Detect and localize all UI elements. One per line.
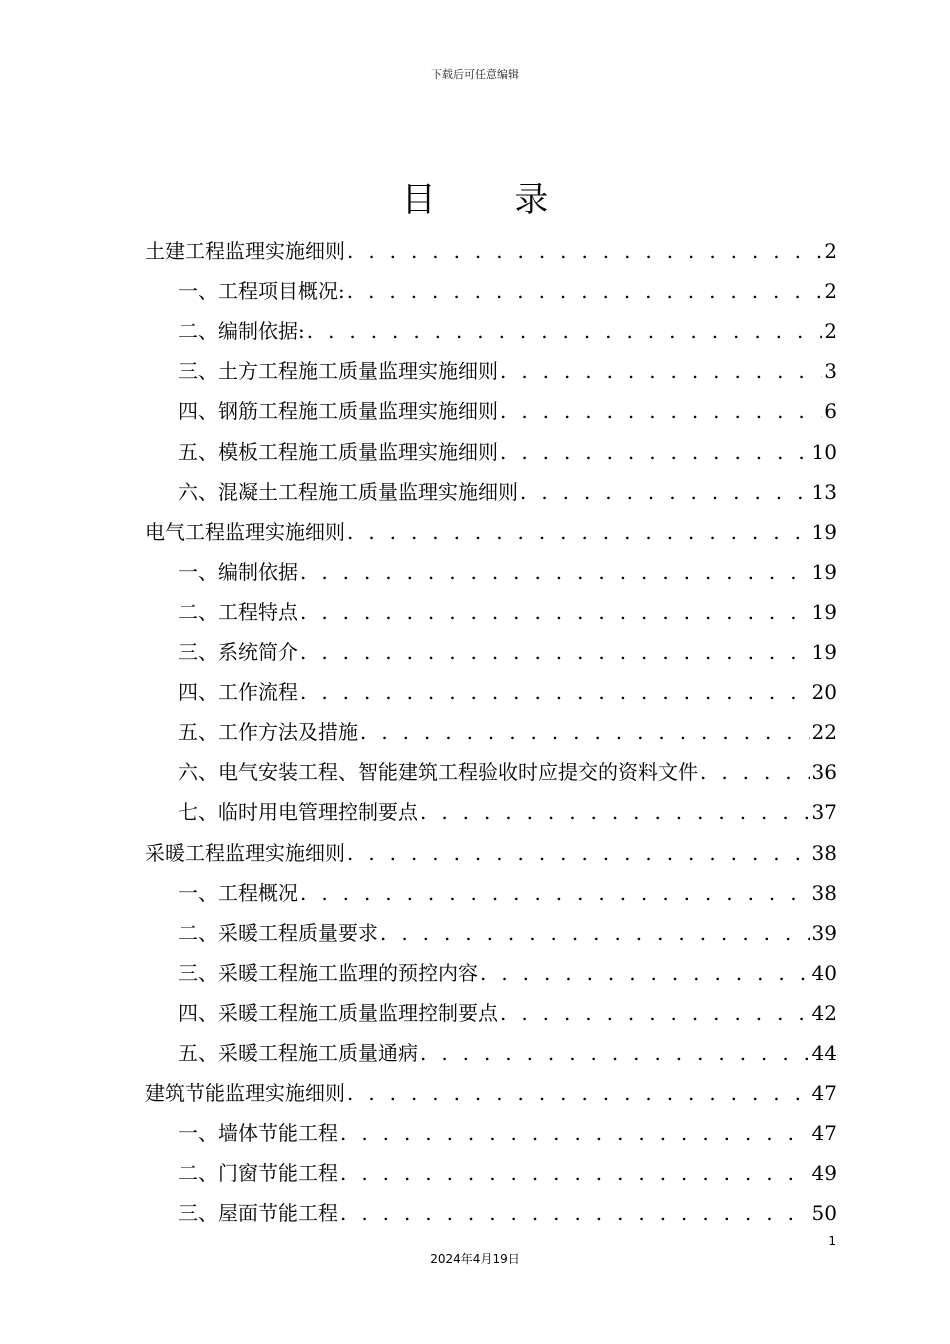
- toc-dot-leader: [347, 276, 823, 306]
- toc-dot-leader: [480, 958, 810, 988]
- toc-entry[interactable]: [178, 396, 837, 426]
- toc-entry-label: 三、土方工程施工质量监理实施细则: [178, 359, 498, 384]
- toc-entry[interactable]: [178, 637, 837, 667]
- toc-dot-leader: [700, 757, 810, 787]
- toc-entry[interactable]: [145, 1078, 837, 1108]
- toc-entry[interactable]: [178, 276, 837, 306]
- toc-entry[interactable]: [178, 677, 837, 707]
- toc-entry-page: 47: [811, 1081, 837, 1106]
- toc-entry-label: 一、墙体节能工程: [178, 1121, 338, 1146]
- page-header: 下载后可任意编辑: [431, 68, 519, 81]
- toc-dot-leader: [340, 1198, 810, 1228]
- toc-entry-label: 土建工程监理实施细则: [145, 239, 345, 263]
- toc-entry-page: 2: [824, 239, 837, 263]
- toc-dot-leader: [380, 918, 810, 948]
- toc-entry-page: 50: [811, 1201, 837, 1226]
- toc-entry-page: 47: [811, 1121, 837, 1146]
- toc-entry-page: 44: [811, 1041, 837, 1065]
- toc-entry-label: 五、工作方法及措施: [178, 720, 358, 745]
- toc-entry[interactable]: [178, 477, 837, 507]
- toc-entry-label: 七、临时用电管理控制要点: [178, 800, 418, 825]
- page-title: 目 录: [401, 180, 583, 220]
- toc-entry-label: 二、采暖工程质量要求: [178, 920, 378, 945]
- toc-entry-label: 建筑节能监理实施细则: [145, 1081, 345, 1106]
- toc-entry-label: 二、门窗节能工程: [178, 1161, 338, 1186]
- toc-dot-leader: [300, 557, 810, 587]
- toc-entry-page: 40: [811, 960, 837, 985]
- toc-dot-leader: [500, 396, 822, 426]
- toc-entry-page: 19: [811, 519, 837, 544]
- toc-entry[interactable]: [145, 517, 837, 547]
- toc-dot-leader: [300, 597, 810, 627]
- toc-entry-page: 36: [811, 760, 837, 785]
- toc-entry-page: 19: [811, 559, 837, 584]
- toc-entry-label: 二、工程特点: [178, 599, 298, 624]
- toc-entry-page: 3: [824, 359, 837, 384]
- toc-dot-leader: [300, 878, 810, 908]
- toc-entry-label: 采暖工程监理实施细则: [145, 840, 345, 865]
- toc-entry-label: 三、系统简介: [178, 640, 298, 664]
- toc-entry-page: 22: [811, 720, 837, 745]
- toc-dot-leader: [340, 1118, 810, 1148]
- toc-entry-page: 10: [811, 439, 837, 464]
- toc-entry-page: 19: [811, 599, 837, 624]
- toc-dot-leader: [347, 838, 810, 868]
- toc-entry[interactable]: [178, 356, 837, 386]
- toc-dot-leader: [340, 1158, 810, 1188]
- toc-dot-leader: [307, 316, 823, 346]
- toc-dot-leader: [420, 1038, 810, 1068]
- toc-entry[interactable]: [178, 1038, 837, 1068]
- toc-entry-label: 四、工作流程: [178, 680, 298, 705]
- toc-entry-label: 六、电气安装工程、智能建筑工程验收时应提交的资料文件: [178, 760, 698, 785]
- toc-entry-label: 五、模板工程施工质量监理实施细则: [178, 439, 498, 464]
- toc-dot-leader: [347, 1078, 810, 1108]
- toc-dot-leader: [347, 517, 810, 547]
- toc-entry[interactable]: [178, 878, 837, 908]
- toc-entry-page: 2: [824, 279, 837, 304]
- toc-entry-page: 38: [811, 880, 837, 905]
- toc-entry-page: 37: [811, 800, 837, 825]
- toc-entry-label: 三、屋面节能工程: [178, 1201, 338, 1226]
- toc-entry-label: 三、采暖工程施工监理的预控内容: [178, 960, 478, 985]
- toc-entry-label: 六、混凝土工程施工质量监理实施细则: [178, 479, 518, 504]
- toc-entry-label: 一、工程概况: [178, 880, 298, 905]
- toc-entry-label: 二、编制依据:: [178, 319, 305, 344]
- toc-entry[interactable]: [178, 316, 837, 346]
- toc-entry[interactable]: [178, 717, 837, 747]
- toc-dot-leader: [300, 677, 810, 707]
- toc-dot-leader: [500, 998, 810, 1028]
- toc-dot-leader: [500, 437, 810, 467]
- toc-entry[interactable]: [178, 998, 837, 1028]
- toc-entry-page: 6: [824, 399, 837, 424]
- toc-entry-label: 一、编制依据: [178, 559, 298, 584]
- toc-entry[interactable]: [178, 1118, 837, 1148]
- toc-entry-page: 38: [811, 840, 837, 865]
- page-number: 1: [828, 1234, 836, 1248]
- toc-entry[interactable]: [178, 757, 837, 787]
- toc-dot-leader: [360, 717, 810, 747]
- page-footer-date: 2024年4月19日: [430, 1252, 520, 1266]
- toc-entry-label: 五、采暖工程施工质量通病: [178, 1041, 418, 1065]
- toc-dot-leader: [347, 236, 822, 266]
- toc-entry-page: 2: [824, 319, 837, 344]
- toc-entry[interactable]: [178, 1158, 837, 1188]
- toc-entry[interactable]: [178, 958, 837, 988]
- toc-dot-leader: [420, 797, 810, 827]
- toc-entry[interactable]: [178, 557, 837, 587]
- toc-entry-page: 49: [811, 1161, 837, 1186]
- toc-entry-page: 42: [811, 1000, 837, 1025]
- toc-entry-page: 13: [811, 479, 837, 504]
- toc-entry-page: 39: [811, 920, 837, 945]
- toc-entry[interactable]: [178, 797, 837, 827]
- toc-entry-label: 一、工程项目概况:: [178, 279, 345, 304]
- toc-dot-leader: [300, 637, 810, 667]
- toc-entry-label: 四、采暖工程施工质量监理控制要点: [178, 1000, 498, 1025]
- toc-entry-page: 19: [811, 640, 837, 664]
- toc-entry-page: 20: [811, 680, 837, 705]
- toc-entry[interactable]: [145, 236, 837, 266]
- toc-entry-label: 电气工程监理实施细则: [145, 519, 345, 544]
- toc-entry[interactable]: [178, 918, 837, 948]
- toc-dot-leader: [500, 356, 822, 386]
- toc-entry-label: 四、钢筋工程施工质量监理实施细则: [178, 399, 498, 424]
- toc-entry[interactable]: [145, 838, 837, 868]
- toc-dot-leader: [520, 477, 810, 507]
- toc-entry[interactable]: [178, 437, 837, 467]
- toc-entry[interactable]: [178, 597, 837, 627]
- toc-entry[interactable]: [178, 1198, 837, 1228]
